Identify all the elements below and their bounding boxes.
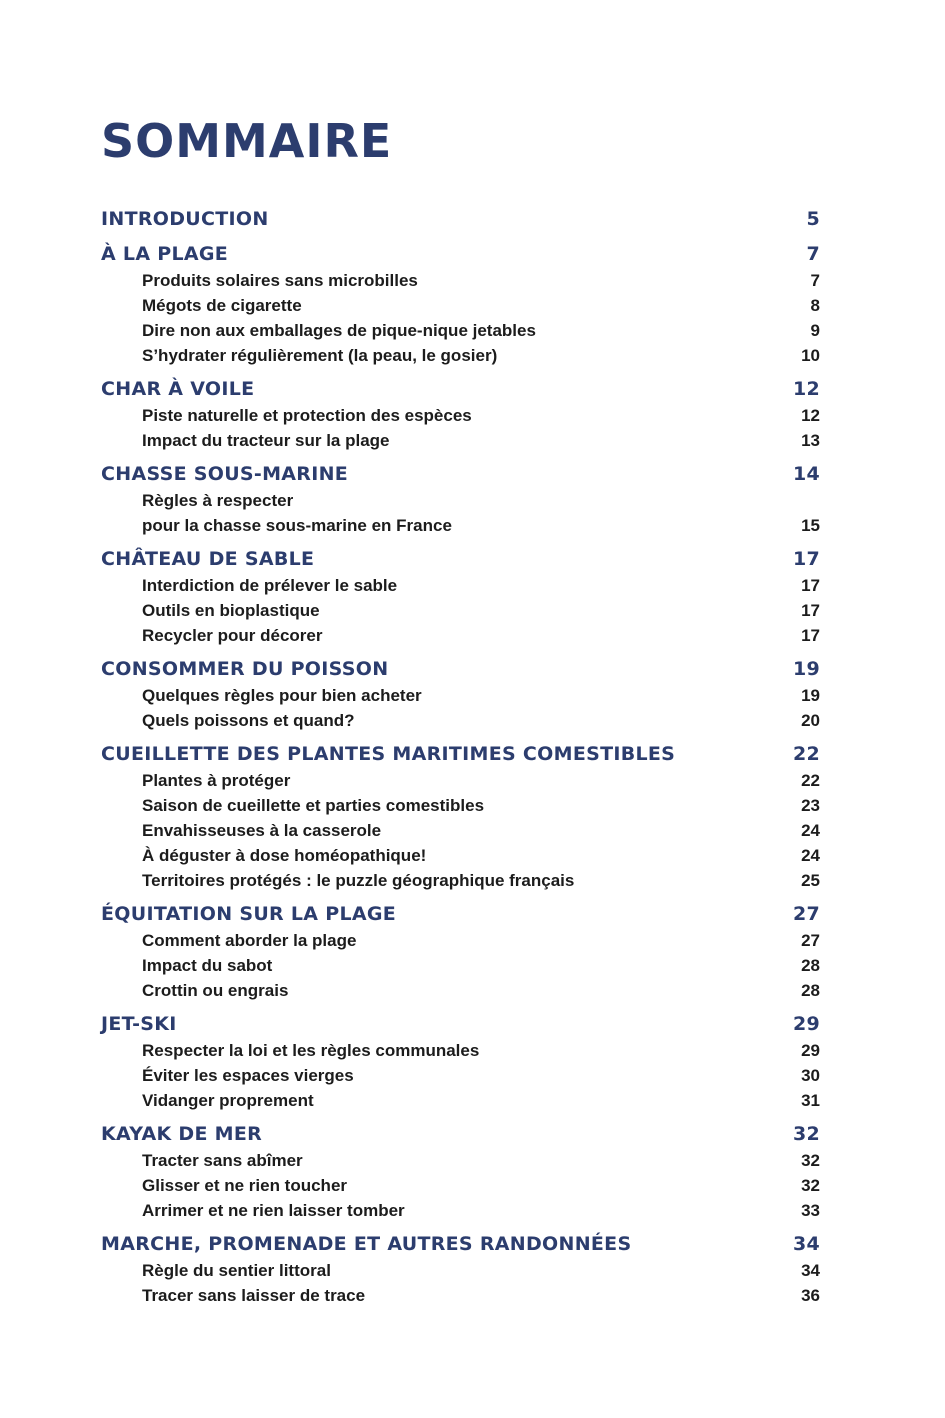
section-title: À LA PLAGE [101, 243, 229, 265]
toc-entry [101, 793, 820, 818]
toc-section [101, 901, 820, 1003]
page-title: SOMMAIRE [101, 114, 393, 168]
entry-page-number: 9 [810, 321, 820, 340]
section-heading [101, 901, 820, 928]
entry-title: Crottin ou engrais [142, 981, 289, 1000]
entry-title: Impact du tracteur sur la plage [142, 431, 390, 450]
entry-title: Quels poissons et quand? [142, 711, 355, 730]
entry-page-number: 27 [801, 931, 820, 950]
entry-title: Tracter sans abîmer [142, 1151, 303, 1170]
section-heading [101, 241, 820, 268]
toc-entry [101, 1258, 820, 1283]
toc-entry [101, 978, 820, 1003]
entry-title: Piste naturelle et protection des espèces [142, 406, 472, 425]
section-heading [101, 461, 820, 488]
section-heading [101, 376, 820, 403]
toc-entry [101, 343, 820, 368]
entry-title: Tracer sans laisser de trace [142, 1286, 366, 1305]
section-heading [101, 546, 820, 573]
entry-page-number: 25 [801, 871, 820, 890]
entry-page-number: 31 [801, 1091, 820, 1110]
section-title: ÉQUITATION SUR LA PLAGE [101, 903, 397, 925]
entry-page-number: 33 [801, 1201, 820, 1220]
entry-page-number: 17 [801, 601, 820, 620]
entry-page-number: 19 [801, 686, 820, 705]
toc-entry [101, 513, 820, 538]
entry-title: Outils en bioplastique [142, 601, 320, 620]
toc-entry [101, 488, 820, 513]
section-title: CONSOMMER DU POISSON [101, 658, 389, 680]
section-page-number: 32 [792, 1123, 820, 1145]
toc-entry [101, 1063, 820, 1088]
entry-page-number: 32 [801, 1151, 820, 1170]
entry-page-number: 34 [801, 1261, 820, 1280]
toc-entry [101, 268, 820, 293]
entry-page-number: 17 [801, 576, 820, 595]
entry-title: Interdiction de prélever le sable [142, 576, 398, 595]
toc-entry [101, 768, 820, 793]
section-title: INTRODUCTION [101, 208, 269, 230]
section-title: JET-SKI [101, 1013, 177, 1035]
toc-entry [101, 928, 820, 953]
entry-title: À déguster à dose homéopathique! [142, 846, 427, 865]
toc-section [101, 656, 820, 733]
toc-section [101, 546, 820, 648]
entry-title: pour la chasse sous-marine en France [142, 516, 452, 535]
entry-title: Respecter la loi et les règles communales [142, 1041, 480, 1060]
toc-entry [101, 598, 820, 623]
entry-title: Plantes à protéger [142, 771, 291, 790]
section-heading [101, 656, 820, 683]
toc-entry [101, 1038, 820, 1063]
toc-entry [101, 318, 820, 343]
section-heading [101, 206, 820, 233]
entry-page-number: 17 [801, 626, 820, 645]
section-title: CHÂTEAU DE SABLE [101, 548, 315, 570]
section-title: KAYAK DE MER [101, 1123, 263, 1145]
toc-entry [101, 1148, 820, 1173]
entry-page-number: 7 [810, 271, 820, 290]
entry-page-number: 12 [801, 406, 820, 425]
toc-page [101, 110, 820, 1316]
section-page-number: 17 [792, 548, 820, 570]
entry-title: Mégots de cigarette [142, 296, 302, 315]
entry-title: Règle du sentier littoral [142, 1261, 331, 1280]
entry-page-number: 24 [801, 846, 820, 865]
section-page-number: 22 [792, 743, 820, 765]
entry-title: Saison de cueillette et parties comestibles [142, 796, 485, 815]
section-heading [101, 1011, 820, 1038]
entry-page-number: 36 [801, 1286, 820, 1305]
table-of-contents [101, 206, 820, 1308]
entry-title: Vidanger proprement [142, 1091, 314, 1110]
entry-title: Territoires protégés : le puzzle géographique français [142, 871, 575, 890]
entry-title: Envahisseuses à la casserole [142, 821, 382, 840]
entry-title: Produits solaires sans microbilles [142, 271, 418, 290]
entry-title: Impact du sabot [142, 956, 273, 975]
toc-section [101, 1121, 820, 1223]
section-page-number: 34 [792, 1233, 820, 1255]
entry-page-number: 29 [801, 1041, 820, 1060]
toc-section [101, 461, 820, 538]
toc-entry [101, 1173, 820, 1198]
entry-page-number: 15 [801, 516, 820, 535]
section-page-number: 19 [792, 658, 820, 680]
toc-entry [101, 293, 820, 318]
toc-section [101, 241, 820, 368]
toc-entry [101, 1088, 820, 1113]
section-page-number: 7 [806, 243, 820, 265]
toc-entry [101, 843, 820, 868]
section-page-number: 14 [792, 463, 820, 485]
entry-page-number: 28 [801, 956, 820, 975]
section-page-number: 27 [792, 903, 820, 925]
entry-title: Dire non aux emballages de pique-nique jetables [142, 321, 536, 340]
section-title: CHAR À VOILE [101, 378, 255, 400]
section-title: CUEILLETTE DES PLANTES MARITIMES COMESTIBLES [101, 743, 676, 765]
entry-page-number: 30 [801, 1066, 820, 1085]
toc-entry [101, 403, 820, 428]
entry-title: Glisser et ne rien toucher [142, 1176, 348, 1195]
section-page-number: 29 [792, 1013, 820, 1035]
entry-title: Arrimer et ne rien laisser tomber [142, 1201, 405, 1220]
toc-entry [101, 428, 820, 453]
entry-title: Comment aborder la plage [142, 931, 357, 950]
section-heading [101, 741, 820, 768]
section-heading [101, 1121, 820, 1148]
entry-page-number: 24 [801, 821, 820, 840]
entry-page-number: 13 [801, 431, 820, 450]
section-heading [101, 1231, 820, 1258]
toc-entry [101, 623, 820, 648]
entry-page-number: 8 [810, 296, 820, 315]
toc-entry [101, 573, 820, 598]
section-title: MARCHE, PROMENADE ET AUTRES RANDONNÉES [101, 1233, 632, 1255]
section-page-number: 12 [792, 378, 820, 400]
toc-section [101, 1231, 820, 1308]
toc-entry [101, 818, 820, 843]
toc-entry [101, 1283, 820, 1308]
toc-entry [101, 708, 820, 733]
entry-title: Quelques règles pour bien acheter [142, 686, 422, 705]
section-title: CHASSE SOUS-MARINE [101, 463, 349, 485]
toc-section [101, 206, 820, 233]
entry-page-number: 20 [801, 711, 820, 730]
section-page-number: 5 [806, 208, 820, 230]
entry-title: Éviter les espaces vierges [142, 1066, 354, 1085]
toc-section [101, 376, 820, 453]
entry-page-number: 23 [801, 796, 820, 815]
toc-section [101, 741, 820, 893]
entry-page-number: 22 [801, 771, 820, 790]
toc-entry [101, 868, 820, 893]
entry-page-number: 32 [801, 1176, 820, 1195]
entry-title: S’hydrater régulièrement (la peau, le gosier) [142, 346, 498, 365]
entry-page-number: 28 [801, 981, 820, 1000]
toc-entry [101, 953, 820, 978]
toc-section [101, 1011, 820, 1113]
entry-title: Règles à respecter [142, 491, 294, 510]
toc-entry [101, 1198, 820, 1223]
entry-page-number: 10 [801, 346, 820, 365]
toc-entry [101, 683, 820, 708]
entry-title: Recycler pour décorer [142, 626, 323, 645]
